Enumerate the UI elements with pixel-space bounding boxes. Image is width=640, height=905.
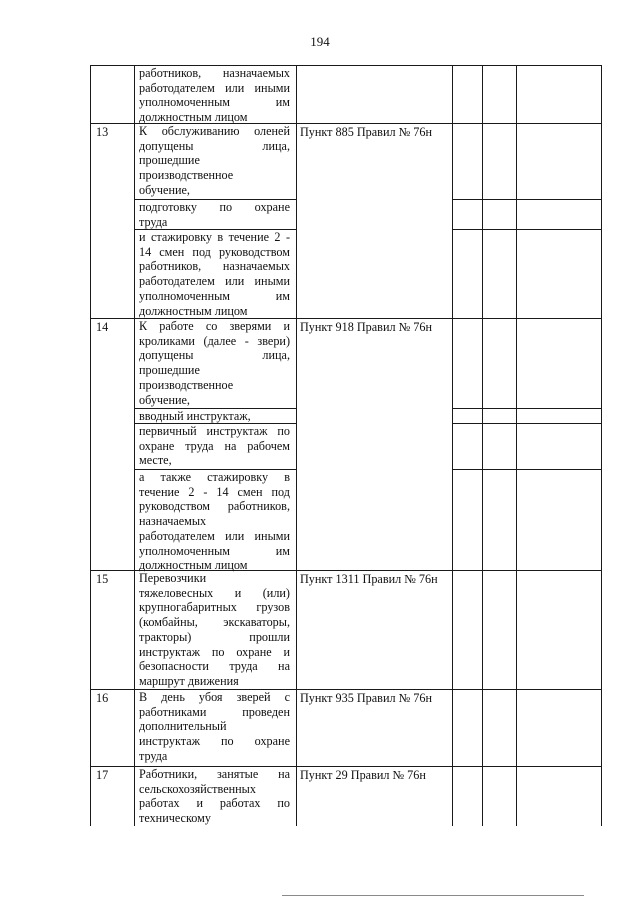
column-border bbox=[452, 65, 453, 826]
requirement-text-line: уполномоченным им bbox=[139, 288, 290, 303]
requirement-text-line: техническому bbox=[139, 811, 211, 826]
requirement-text-line: 14 смен под руководством bbox=[139, 244, 290, 259]
requirement-text-line: кроликами (далее - звери) bbox=[139, 333, 290, 348]
requirement-text-line: В день убоя зверей с bbox=[139, 690, 290, 704]
requirement-text-line: допущены лица, bbox=[139, 138, 290, 153]
requirement-text-line: безопасности труда на bbox=[139, 659, 290, 674]
requirement-text-line: работодателем или иными bbox=[139, 274, 290, 289]
requirement-text-line: подготовку по охране bbox=[139, 200, 290, 214]
column-border bbox=[516, 65, 517, 826]
row-number: 14 bbox=[96, 320, 109, 334]
legal-reference: Пункт 935 Правил № 76н bbox=[300, 691, 432, 705]
requirement-text-line: производственное bbox=[139, 377, 234, 392]
requirement-text-line: вводный инструктаж, bbox=[139, 409, 251, 423]
page-number: 194 bbox=[310, 34, 330, 49]
row-number: 13 bbox=[96, 125, 109, 139]
requirement-text-line: тракторы) прошли bbox=[139, 629, 290, 644]
requirement-text-line: дополнительный bbox=[139, 719, 227, 734]
requirement-text-line: К обслуживанию оленей bbox=[139, 124, 290, 138]
column-border bbox=[90, 65, 91, 826]
subrow-border bbox=[452, 423, 602, 424]
legal-reference: Пункт 918 Правил № 76н bbox=[300, 320, 432, 334]
requirement-text-line: К работе со зверями и bbox=[139, 319, 290, 333]
requirement-text-line: назначаемых bbox=[139, 514, 207, 529]
requirement-text-line: уполномоченным им bbox=[139, 95, 290, 110]
requirement-text-line: должностным лицом bbox=[139, 558, 248, 573]
requirement-text-line: Работники, занятые на bbox=[139, 767, 290, 781]
requirement-text-line: допущены лица, bbox=[139, 348, 290, 363]
requirement-text-line: работников, назначаемых bbox=[139, 259, 290, 274]
requirement-text-line: (комбайны, экскаваторы, bbox=[139, 615, 290, 630]
requirement-text-line: инструктаж по охране bbox=[139, 734, 290, 749]
row-number: 16 bbox=[96, 691, 109, 705]
requirement-text-line: тяжеловесных и (или) bbox=[139, 585, 290, 600]
requirement-text-line: обучение, bbox=[139, 392, 190, 407]
requirement-text-line: сельскохозяйственных bbox=[139, 781, 256, 796]
requirement-text-line: должностным лицом bbox=[139, 110, 248, 125]
requirement-text-line: работодателем или иными bbox=[139, 528, 290, 543]
requirement-text-line: уполномоченным им bbox=[139, 543, 290, 558]
subrow-border bbox=[452, 199, 602, 200]
requirement-text-line: обучение, bbox=[139, 182, 190, 197]
requirement-text-line: первичный инструктаж по bbox=[139, 424, 290, 438]
requirement-text-line: охране труда на рабочем bbox=[139, 438, 290, 453]
requirement-text-line: труда bbox=[139, 748, 168, 763]
row-number: 17 bbox=[96, 768, 109, 782]
column-border bbox=[482, 65, 483, 826]
requirement-text-line: прошедшие bbox=[139, 153, 200, 168]
subrow-border bbox=[452, 469, 602, 470]
column-border bbox=[601, 65, 602, 826]
legal-reference: Пункт 1311 Правил № 76н bbox=[300, 572, 438, 586]
row-number: 15 bbox=[96, 572, 109, 586]
requirement-text-line: труда bbox=[139, 214, 168, 229]
requirement-text-line: производственное bbox=[139, 168, 234, 183]
requirement-text-line: работах и работах по bbox=[139, 796, 290, 811]
subrow-border bbox=[452, 408, 602, 409]
subrow-border bbox=[452, 229, 602, 230]
requirement-text-line: инструктаж по охране и bbox=[139, 644, 290, 659]
column-border bbox=[134, 65, 135, 826]
requirement-text-line: и стажировку в течение 2 - bbox=[139, 230, 290, 244]
requirement-text-line: месте, bbox=[139, 453, 172, 468]
requirement-text-line: течение 2 - 14 смен под bbox=[139, 484, 290, 499]
footer-rule bbox=[282, 895, 584, 896]
requirement-text-line: крупногабаритных грузов bbox=[139, 600, 290, 615]
requirement-text-line: работников, назначаемых bbox=[139, 66, 290, 80]
requirement-text-line: работодателем или иными bbox=[139, 80, 290, 95]
requirement-text-line: работниками проведен bbox=[139, 704, 290, 719]
requirement-text-line: руководством работников, bbox=[139, 499, 290, 514]
legal-reference: Пункт 29 Правил № 76н bbox=[300, 768, 426, 782]
requirement-text-line: а также стажировку в bbox=[139, 470, 290, 484]
requirement-text-line: Перевозчики bbox=[139, 571, 207, 585]
legal-reference: Пункт 885 Правил № 76н bbox=[300, 125, 432, 139]
column-border bbox=[296, 65, 297, 826]
requirement-text-line: должностным лицом bbox=[139, 303, 248, 318]
requirement-text-line: прошедшие bbox=[139, 363, 200, 378]
requirement-text-line: маршрут движения bbox=[139, 673, 239, 688]
